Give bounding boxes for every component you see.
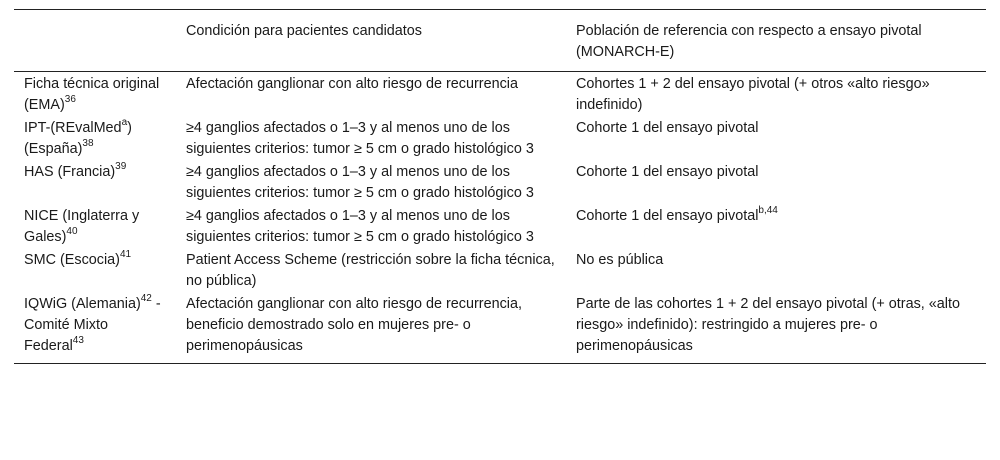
row-population-cell (566, 250, 986, 294)
table-row (14, 294, 986, 364)
comparison-table (14, 9, 986, 364)
row-agency-cell (14, 162, 176, 206)
table-header (14, 10, 986, 72)
row-population-cell (566, 72, 986, 119)
agency-name: Ficha técnica original (EMA) (24, 76, 160, 113)
footnote-superscript: a (121, 117, 128, 129)
agency-name: SMC (Escocia) (24, 252, 120, 268)
header-cell-condition: Condición para pacientes candidatos (186, 23, 423, 39)
agency-name: NICE (Inglaterra y Gales) (24, 208, 140, 245)
document-table-container (14, 9, 986, 364)
reference-superscript: 43 (72, 335, 84, 347)
row-population-cell (566, 294, 986, 364)
population-superscript: b,44 (758, 205, 778, 217)
row-agency-cell (14, 118, 176, 162)
table-body (14, 72, 986, 364)
agency-name-part1: IQWiG (Alemania) (24, 296, 141, 312)
row-condition-cell: ≥4 ganglios afectados o 1–3 y al menos uno de los siguientes criterios: tumor ≥ 5 cm o grado histológico 3 (186, 208, 534, 245)
row-population-cell (566, 162, 986, 206)
row-agency-cell (14, 206, 176, 250)
row-agency-cell (14, 72, 176, 119)
row-condition-cell: ≥4 ganglios afectados o 1–3 y al menos uno de los siguientes criterios: tumor ≥ 5 cm o grado histológico 3 (186, 120, 534, 157)
population-text: Cohorte 1 del ensayo pivotal (576, 120, 759, 136)
table-row (14, 206, 986, 250)
population-text: Parte de las cohortes 1 + 2 del ensayo pivotal (+ otras, «alto riesgo» indefinido): restringido a mujeres pre- o perimenopáusicas (576, 296, 960, 354)
row-population-cell (566, 206, 986, 250)
row-condition-cell: Patient Access Scheme (restricción sobre la ficha técnica, no pública) (186, 252, 555, 289)
agency-name-part2: ) (España) (24, 120, 132, 157)
agency-name-part1: IPT-(REvalMed (24, 120, 122, 136)
table-row (14, 162, 986, 206)
reference-superscript: 36 (64, 94, 76, 106)
reference-superscript: 42 (140, 293, 152, 305)
table-row (14, 250, 986, 294)
reference-superscript: 40 (66, 226, 78, 238)
header-row (14, 10, 986, 72)
row-agency-cell (14, 294, 176, 364)
row-condition-cell: Afectación ganglionar con alto riesgo de recurrencia (186, 76, 518, 92)
header-cell-reference-population: Población de referencia con respecto a ensayo pivotal (MONARCH-E) (576, 23, 922, 60)
reference-superscript: 39 (115, 161, 127, 173)
row-agency-cell (14, 250, 176, 294)
agency-name: HAS (Francia) (24, 164, 116, 180)
row-population-cell (566, 118, 986, 162)
population-text: No es pública (576, 252, 664, 268)
population-text: Cohorte 1 del ensayo pivotal (576, 208, 759, 224)
row-condition-cell: Afectación ganglionar con alto riesgo de recurrencia, beneficio demostrado solo en mujeres pre- o perimenopáusicas (186, 296, 522, 354)
table-row (14, 72, 986, 119)
row-condition-cell: ≥4 ganglios afectados o 1–3 y al menos uno de los siguientes criterios: tumor ≥ 5 cm o grado histológico 3 (186, 164, 534, 201)
agency-name-part2: - Comité Mixto Federal (24, 296, 161, 354)
population-text: Cohortes 1 + 2 del ensayo pivotal (+ otros «alto riesgo» indefinido) (576, 76, 930, 113)
reference-superscript: 38 (82, 138, 94, 150)
reference-superscript: 41 (119, 249, 132, 261)
population-text: Cohorte 1 del ensayo pivotal (576, 164, 759, 180)
header-cell-empty (14, 10, 176, 72)
table-row (14, 118, 986, 162)
